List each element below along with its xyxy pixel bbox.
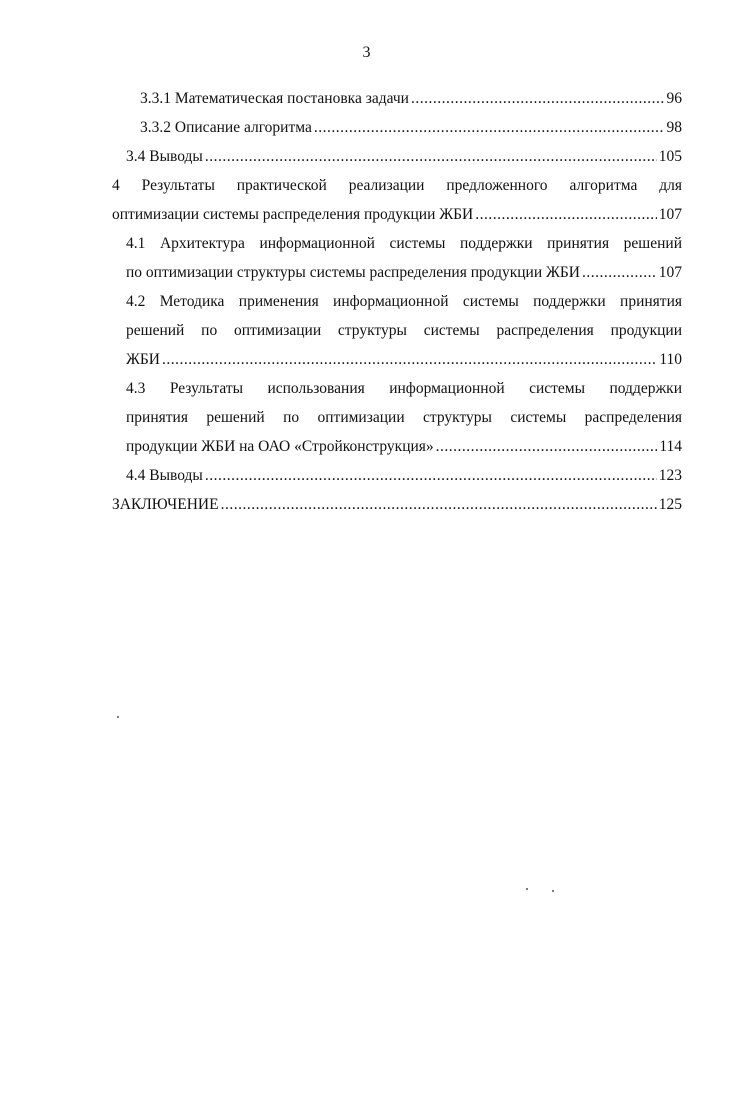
toc-entry-page: 107	[658, 264, 682, 281]
dot-leader	[221, 490, 657, 519]
toc-entry-conclusion[interactable]	[112, 490, 682, 519]
toc-entry-page: 114	[659, 438, 682, 455]
toc-entry-title-line: продукции ЖБИ на ОАО «Стройконструкция»	[126, 438, 434, 455]
toc-entry-title-line: 4 Результаты практической реализации предложенного алгоритма для	[112, 177, 682, 194]
page-number: 3	[362, 44, 371, 61]
scan-speck	[552, 890, 554, 892]
toc-entry-title: 3.4 Выводы	[126, 148, 203, 165]
dot-leader	[582, 258, 657, 287]
scan-speck	[526, 888, 528, 890]
toc-entry-page: 107	[658, 206, 682, 223]
toc-entry-title-line: оптимизации системы распределения продукции ЖБИ	[112, 206, 474, 223]
table-of-contents	[112, 84, 682, 519]
toc-entry-title-line: ЖБИ	[126, 351, 160, 368]
toc-entry-page: 96	[666, 90, 682, 107]
scan-speck	[117, 716, 119, 718]
toc-entry-page: 123	[658, 467, 682, 484]
toc-entry-page: 98	[666, 119, 682, 136]
toc-entry-4-4[interactable]	[112, 461, 682, 490]
dot-leader	[475, 200, 657, 229]
toc-entry-page: 110	[659, 351, 682, 368]
toc-entry-title: ЗАКЛЮЧЕНИЕ	[112, 496, 219, 513]
toc-entry-title: 3.3.2 Описание алгоритма	[140, 119, 312, 136]
dot-leader	[205, 142, 657, 171]
toc-entry-title-line: принятия решений по оптимизации структуры системы распределения	[126, 409, 682, 426]
toc-entry-title-line: 4.3 Результаты использования информационной системы поддержки	[126, 380, 682, 397]
toc-entry-title: 4.4 Выводы	[126, 467, 203, 484]
toc-entry-4-3[interactable]	[112, 374, 682, 461]
toc-entry-3-4[interactable]	[112, 142, 682, 171]
toc-entry-page: 105	[658, 148, 682, 165]
toc-entry-title-line: по оптимизации структуры системы распределения продукции ЖБИ	[126, 264, 580, 281]
toc-entry-3-3-2[interactable]	[112, 113, 682, 142]
dot-leader	[162, 345, 657, 374]
toc-entry-title-line: решений по оптимизации структуры системы распределения продукции	[126, 322, 682, 339]
toc-entry-title: 3.3.1 Математическая постановка задачи	[140, 90, 409, 107]
toc-entry-4-2[interactable]	[112, 287, 682, 374]
dot-leader	[436, 432, 658, 461]
dot-leader	[205, 461, 657, 490]
toc-entry-title-line: 4.1 Архитектура информационной системы поддержки принятия решений	[126, 235, 682, 252]
toc-entry-title-line: 4.2 Методика применения информационной системы поддержки принятия	[126, 293, 682, 310]
toc-entry-3-3-1[interactable]	[112, 84, 682, 113]
dot-leader	[314, 113, 665, 142]
dot-leader	[411, 84, 665, 113]
toc-entry-page: 125	[658, 496, 682, 513]
toc-entry-4-1[interactable]	[112, 229, 682, 287]
toc-entry-4[interactable]	[112, 171, 682, 229]
